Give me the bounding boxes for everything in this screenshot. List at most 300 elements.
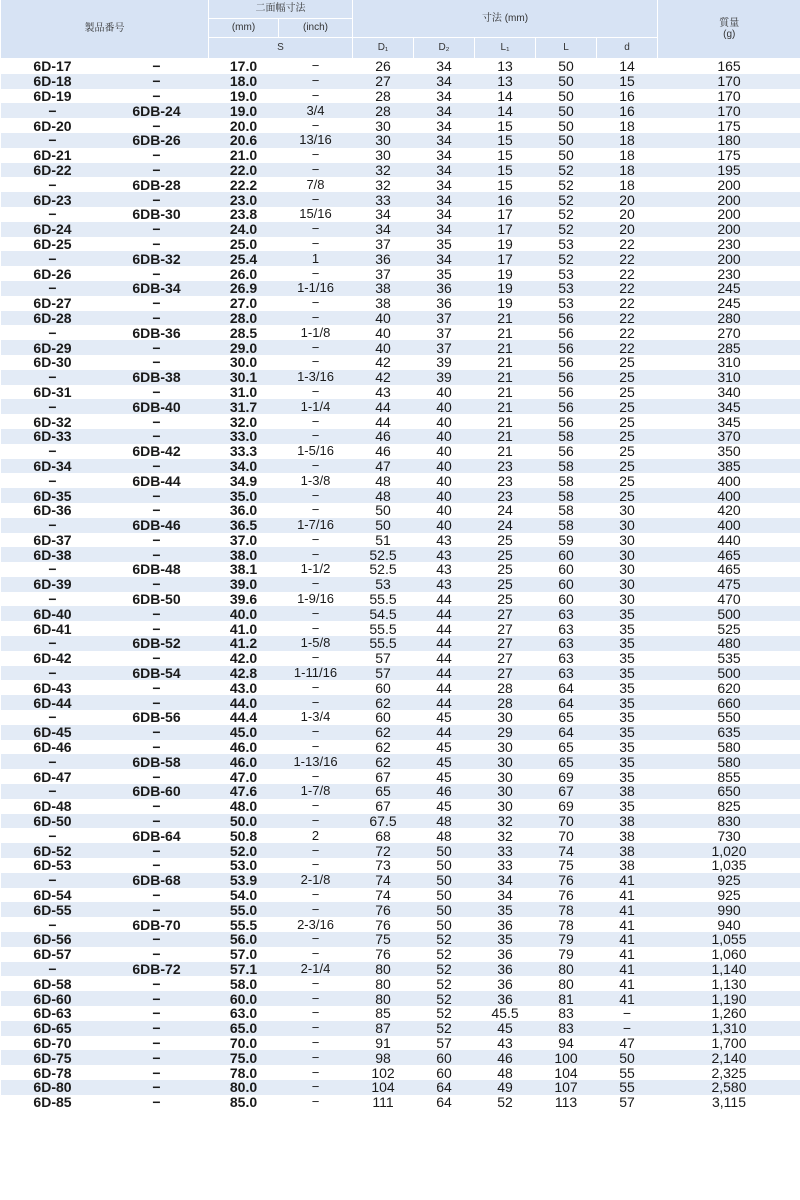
small-d-value: 35 [619,621,635,637]
small-d-value: 35 [597,695,658,710]
mass-value: 420 [717,502,741,518]
d1-value: 87 [353,1021,414,1036]
l-value: 52 [536,163,597,178]
small-d-value: 25 [597,459,658,474]
table-row [1,725,800,740]
width-mm: 57.1 [209,962,279,977]
table-row [1,680,800,695]
l-value: 78 [558,917,574,933]
l-value: 63 [536,666,597,681]
width-inch: − [311,769,320,784]
d2-value: 45 [436,798,452,814]
small-d-value: 20 [597,192,658,207]
small-d-value: 30 [619,532,635,548]
d1-value: 34 [375,206,391,222]
mass-value: 500 [658,666,800,681]
small-d-value: 16 [597,103,658,118]
d1-value: 44 [353,399,414,414]
width-mm: 34.0 [209,459,279,474]
width-inch: 1-3/8 [300,473,331,488]
product-6db: − [152,1006,161,1021]
width-inch: 1-1/8 [300,325,331,340]
mass-value: 940 [717,917,741,933]
d2-value: 48 [436,828,452,844]
width-inch: − [279,429,353,444]
mass-value: 200 [658,192,800,207]
small-d-value: 22 [619,266,635,281]
width-inch: − [311,739,320,755]
product-6d: 6D-80 [1,1080,105,1095]
width-inch: − [279,192,353,207]
l-value: 53 [558,295,574,311]
table-row [1,592,800,607]
product-6db: 6DB-40 [105,399,209,414]
d1-value: 30 [353,133,414,148]
mass-value: 660 [658,695,800,710]
width-mm: 39.0 [209,577,279,592]
width-mm: 44.0 [209,695,279,710]
mass-value: 2,325 [711,1065,747,1080]
small-d-value: − [597,1021,658,1036]
width-mm: 48.0 [229,798,258,814]
small-d-value: 35 [597,754,658,769]
small-d-value: 41 [597,991,658,1006]
l1-value: 45 [475,1021,536,1036]
width-mm: 23.8 [229,206,258,222]
small-d-value: 38 [619,858,635,873]
mass-value: 165 [717,58,741,74]
mass-value: 500 [658,606,800,621]
d2-value: 34 [414,163,475,178]
mass-value: 580 [717,739,741,755]
l-value: 75 [558,858,574,873]
table-row [1,266,800,281]
width-inch: − [311,58,320,74]
width-inch: − [311,887,320,903]
product-6d: − [48,325,57,341]
l1-value: 25 [497,591,513,607]
l-value: 64 [536,695,597,710]
product-6db: − [152,532,161,548]
l1-value: 34 [475,873,536,888]
l-value: 83 [536,1021,597,1036]
d2-value: 43 [414,547,475,562]
width-inch: 2-1/4 [279,962,353,977]
l-value: 65 [536,754,597,769]
product-6db: − [152,236,161,252]
d1-value: 55.5 [353,636,414,651]
small-d-value: 30 [597,518,658,533]
l1-value: 28 [475,695,536,710]
product-6d: 6D-42 [33,650,72,666]
product-6d: 6D-43 [33,680,72,696]
width-mm: 41.0 [229,621,258,637]
small-d-value: 25 [597,370,658,385]
product-6d: − [1,873,105,888]
product-6db: − [105,725,209,740]
small-d-value: 30 [619,502,635,518]
product-6d: − [1,370,105,385]
width-mm: 50.0 [209,814,279,829]
table-row [1,429,800,444]
d2-value: 44 [436,621,452,637]
width-inch: 3/4 [279,103,353,118]
d1-value: 54.5 [353,606,414,621]
l-value: 69 [558,769,574,785]
d1-value: 76 [375,946,391,962]
d2-value: 34 [436,118,452,133]
mass-value: 270 [717,325,741,341]
l1-value: 21 [475,340,536,355]
table-row [1,888,800,903]
d2-value: 50 [414,902,475,917]
width-inch: 1-1/16 [279,281,353,296]
d1-value: 55.5 [369,621,397,637]
width-mm: 37.0 [229,532,258,548]
mass-value: 245 [658,281,800,296]
l1-value: 21 [497,325,513,341]
table-row [1,414,800,429]
d2-value: 52 [414,962,475,977]
d1-value: 80 [353,991,414,1006]
product-6d: − [1,754,105,769]
mass-value: 535 [717,650,741,666]
table-row [1,311,800,326]
product-6d: − [1,518,105,533]
small-d-value: 22 [597,340,658,355]
small-d-value: 35 [597,666,658,681]
small-d-value: 22 [619,236,635,252]
l1-header: L₁ [475,38,536,59]
d1-header: D₁ [353,38,414,59]
l1-value: 33 [497,858,513,873]
l-value: 63 [536,606,597,621]
l1-value: 36 [497,976,513,992]
mass-value: 1,055 [658,932,800,947]
width-inch: − [279,991,353,1006]
small-d-value: 18 [597,133,658,148]
d1-value: 44 [375,414,391,429]
width-mm: 19.0 [209,103,279,118]
l1-value: 25 [497,532,513,548]
product-6d: − [48,206,57,222]
product-6d: − [1,133,105,148]
width-inch: − [279,843,353,858]
l-value: 56 [536,370,597,385]
l-value: 58 [536,488,597,503]
l-header: L [536,38,597,59]
table-row [1,118,800,133]
l-value: 69 [558,798,574,814]
product-6d: − [48,177,57,193]
d1-value: 57 [353,666,414,681]
width-inch: 1-1/4 [279,399,353,414]
small-d-value: − [622,1006,632,1021]
small-d-value: 30 [597,577,658,592]
table-row [1,799,800,814]
product-6d: 6D-44 [1,695,105,710]
l1-value: 15 [497,147,513,163]
width-mm: 57.0 [229,946,258,962]
product-6d: 6D-19 [33,88,72,104]
d1-value: 26 [375,58,391,74]
product-6db: 6DB-46 [105,518,209,533]
small-d-value: 22 [619,325,635,341]
product-6db: 6DB-68 [105,873,209,888]
d1-value: 50 [375,502,391,518]
mass-value: 385 [658,459,800,474]
product-6db: − [105,814,209,829]
mass-value: 550 [717,710,741,725]
d1-value: 27 [353,74,414,89]
s-header: S [209,38,353,59]
table-row [1,858,800,873]
product-6d: 6D-46 [33,739,72,755]
table-body [1,59,800,1110]
small-d-value: 25 [597,429,658,444]
l1-value: 13 [475,74,536,89]
small-d-value: 41 [597,932,658,947]
table-row [1,976,800,991]
product-6db: 6DB-60 [105,784,209,799]
d1-value: 67 [375,798,391,814]
d1-value: 52.5 [353,547,414,562]
width-mm: 30.0 [229,354,258,370]
width-inch: − [311,88,320,103]
width-mm: 60.0 [209,991,279,1006]
l1-value: 43 [497,1035,513,1051]
d2-value: 40 [414,459,475,474]
width-inch: − [311,147,320,163]
width-mm: 22.2 [229,177,258,193]
product-6d: 6D-32 [33,414,72,429]
width-mm: 26.0 [229,266,258,281]
width-mm: 53.0 [229,858,258,873]
mm-unit-header: (mm) [209,19,279,38]
table-row [1,444,800,459]
l-value: 63 [558,621,574,637]
small-d-value: 41 [597,873,658,888]
l1-value: 27 [497,621,513,637]
table-row [1,754,800,769]
table-row [1,1006,800,1021]
mass-value: 825 [717,798,741,814]
d1-value: 38 [353,281,414,296]
width-inch: − [279,695,353,710]
product-6d: 6D-37 [33,532,72,548]
product-6db: − [152,266,161,281]
l1-value: 23 [497,473,513,489]
l-value: 59 [558,532,574,548]
table-row [1,814,800,829]
d1-value: 102 [371,1065,395,1080]
width-inch: − [311,502,320,518]
small-d-value: 35 [597,636,658,651]
width-across-header: 二面幅寸法 [209,0,353,19]
product-6db: 6DB-26 [105,133,209,148]
product-6db: − [105,1021,209,1036]
l1-value: 27 [475,666,536,681]
width-inch: − [279,725,353,740]
width-inch: − [279,488,353,503]
d2-value: 50 [414,873,475,888]
d1-value: 53 [353,577,414,592]
table-row [1,222,800,237]
d2-value: 40 [436,502,452,518]
small-d-value: 35 [619,798,635,814]
l1-value: 27 [497,650,513,666]
l1-value: 27 [475,606,536,621]
product-6db: − [152,118,161,133]
small-d-value: 38 [619,828,635,844]
width-mm: 27.0 [229,295,258,311]
width-inch: 1 [279,251,353,266]
width-mm: 78.0 [229,1065,258,1080]
table-row [1,103,800,118]
d1-value: 76 [375,917,391,933]
width-inch: 1-7/8 [279,784,353,799]
width-inch: − [279,311,353,326]
width-inch: 1-5/8 [279,636,353,651]
small-d-value: 30 [597,547,658,562]
product-6d: 6D-40 [1,606,105,621]
table-row [1,917,800,932]
table-row [1,296,800,311]
table-row [1,177,800,192]
product-6d: 6D-52 [1,843,105,858]
d1-value: 37 [375,266,391,281]
d1-value: 60 [375,710,391,725]
l-value: 80 [536,962,597,977]
d2-value: 34 [414,192,475,207]
d2-value: 57 [436,1035,452,1051]
d1-value: 74 [375,887,391,903]
d1-value: 85 [375,1006,391,1021]
product-6d: 6D-27 [33,295,72,311]
width-mm: 30.1 [209,370,279,385]
width-mm: 20.0 [229,118,258,133]
d1-value: 51 [375,532,391,548]
d1-value: 28 [375,88,391,104]
width-mm: 32.0 [229,414,258,429]
width-mm: 53.9 [209,873,279,888]
l1-value: 30 [475,754,536,769]
small-d-value: 25 [619,473,635,489]
width-mm: 50.8 [229,828,258,844]
small-d-value: 47 [619,1035,635,1051]
d1-value: 46 [375,443,391,459]
mass-value: 1,130 [711,976,747,992]
mass-value: 345 [717,414,741,429]
product-6db: − [105,606,209,621]
width-inch: − [279,606,353,621]
table-row [1,710,800,725]
mass-value: 340 [717,384,741,400]
width-inch: 1-3/16 [279,370,353,385]
d1-value: 80 [353,962,414,977]
width-inch: − [279,1050,353,1065]
l-value: 52 [536,192,597,207]
l1-value: 17 [475,222,536,237]
product-6db: − [152,88,161,104]
width-inch: 13/16 [279,133,353,148]
product-6db: 6DB-64 [132,828,181,844]
l1-value: 21 [475,429,536,444]
l-value: 58 [558,473,574,489]
table-row [1,991,800,1006]
l1-value: 19 [497,236,513,252]
d2-value: 50 [436,917,452,933]
width-inch: − [279,74,353,89]
product-6d: 6D-38 [1,547,105,562]
width-inch: − [311,236,320,251]
width-inch: − [311,1006,320,1021]
l1-value: 19 [497,295,513,311]
d1-value: 30 [375,118,391,133]
product-6db: − [152,976,161,992]
table-row [1,251,800,266]
d1-value: 28 [353,103,414,118]
product-6db: − [105,1080,209,1095]
l1-value: 45.5 [491,1006,519,1021]
product-6d: 6D-34 [1,459,105,474]
width-mm: 28.0 [209,311,279,326]
mass-value: 1,700 [711,1035,747,1051]
d1-value: 43 [375,384,391,400]
d1-value: 32 [375,177,391,193]
l1-value: 21 [497,414,513,429]
small-d-value: 35 [619,769,635,785]
table-row [1,74,800,89]
l-value: 53 [536,281,597,296]
product-6db: − [152,1035,161,1051]
d2-value: 36 [414,281,475,296]
product-6db: − [152,680,161,696]
table-row [1,1095,800,1110]
product-6d: 6D-45 [1,725,105,740]
small-d-value: 35 [619,739,635,755]
product-6db: − [105,222,209,237]
l-value: 50 [558,88,574,104]
d1-value: 80 [375,976,391,992]
d2-value: 40 [414,488,475,503]
product-6db: − [105,429,209,444]
l1-value: 21 [497,354,513,370]
l1-value: 49 [475,1080,536,1095]
l-value: 60 [558,562,574,577]
small-d-value: 30 [619,562,635,577]
l-value: 56 [536,340,597,355]
mass-value: 1,310 [658,1021,800,1036]
d1-value: 91 [375,1035,391,1051]
width-inch: − [279,932,353,947]
d2-value: 35 [436,236,452,252]
d2-value: 37 [436,325,452,341]
product-6d: 6D-24 [1,222,105,237]
product-6db: − [105,74,209,89]
width-inch: − [279,459,353,474]
product-6db: − [152,621,161,637]
inch-unit-header: (inch) [279,19,353,38]
width-mm: 23.0 [209,192,279,207]
d1-value: 40 [353,311,414,326]
l1-value: 15 [497,118,513,133]
product-6d: 6D-18 [1,74,105,89]
small-d-value: 38 [597,843,658,858]
mass-value: 470 [717,591,741,607]
mass-value: 990 [658,902,800,917]
small-d-value: 35 [619,680,635,696]
